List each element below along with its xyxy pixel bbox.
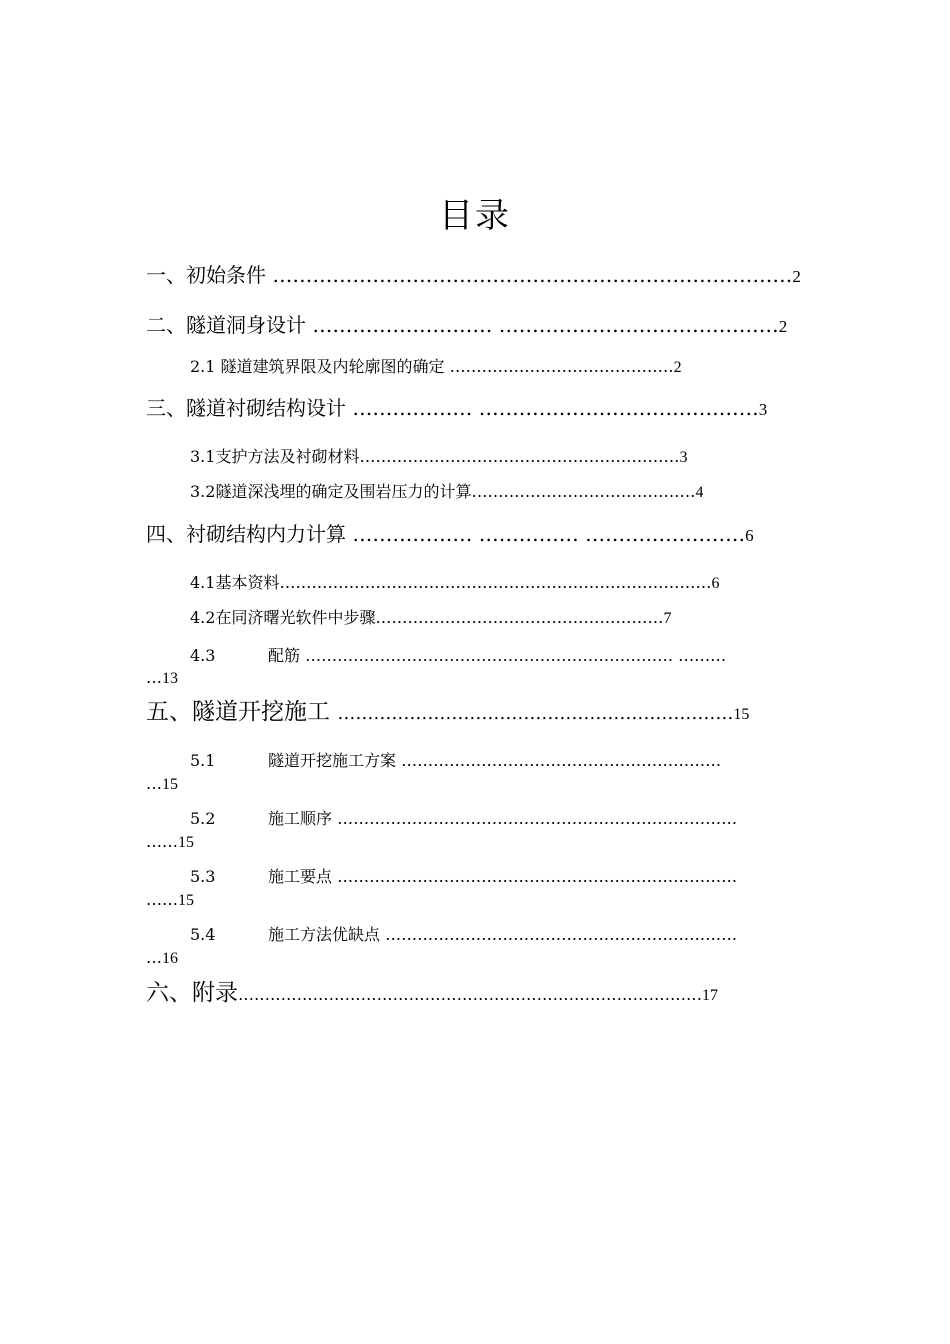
toc-entry-1[interactable] xyxy=(146,261,801,291)
toc-entry-3-2[interactable] xyxy=(190,481,703,504)
toc-entry-label: 2.1 隧道建筑界限及内轮廓图的确定 xyxy=(190,357,450,376)
toc-entry-number: 5.1 xyxy=(190,751,216,770)
toc-entry-label: 五、隧道开挖施工 xyxy=(146,699,338,725)
toc-leader-dots: …………………………………………………… xyxy=(401,751,722,770)
toc-entry-4-2[interactable] xyxy=(190,607,671,630)
toc-page-number: 6 xyxy=(711,575,720,592)
toc-entry-4-3-continuation xyxy=(146,668,178,689)
toc-leader-dots: …………………………………… xyxy=(471,482,696,501)
toc-leader-dots: …… xyxy=(146,890,178,909)
toc-page-number: 16 xyxy=(162,950,178,967)
toc-entry-5-2-continuation xyxy=(146,832,194,853)
toc-entry-label: 三、隧道衬砌结构设计 xyxy=(146,396,353,420)
toc-entry-4-1[interactable] xyxy=(190,572,719,595)
toc-entry-6[interactable] xyxy=(146,978,718,1011)
toc-leader-dots: … xyxy=(146,774,162,793)
toc-leader-dots: ……………………………………………… xyxy=(375,608,664,627)
page-title: 目录 xyxy=(439,196,511,236)
toc-page-number: 15 xyxy=(178,834,194,851)
toc-leader-dots: ……………… …………………………………… xyxy=(352,396,759,420)
toc-entry-label: 4.1基本资料 xyxy=(190,573,280,592)
toc-leader-dots: … xyxy=(146,948,162,967)
toc-entry-label: 施工方法优缺点 xyxy=(268,925,386,944)
toc-entry-number: 5.4 xyxy=(190,925,216,944)
toc-page-number: 13 xyxy=(162,670,178,687)
toc-entry-3-1[interactable] xyxy=(190,446,687,469)
toc-page-number: 2 xyxy=(673,359,682,376)
toc-entry-5-2[interactable] xyxy=(190,808,810,830)
toc-entry-number: 5.3 xyxy=(190,867,216,886)
toc-leader-dots: …………………………………………………………… ……… xyxy=(305,646,727,665)
toc-entry-2[interactable] xyxy=(146,311,787,341)
toc-entry-4-3[interactable] xyxy=(190,645,810,667)
toc-page-number: 2 xyxy=(792,267,801,286)
toc-page-number: 4 xyxy=(695,484,704,501)
toc-entry-label: 一、初始条件 xyxy=(146,263,273,287)
toc-page-number: 2 xyxy=(778,317,788,336)
toc-entry-label: 隧道开挖施工方案 xyxy=(268,751,402,770)
toc-entry-label: 3.2隧道深浅埋的确定及围岩压力的计算 xyxy=(190,482,472,501)
toc-entry-5-4-continuation xyxy=(146,948,178,969)
toc-entry-label: 配筋 xyxy=(268,646,306,665)
toc-entry-5-1-continuation xyxy=(146,774,178,795)
toc-entry-label: 施工要点 xyxy=(268,867,338,886)
toc-entry-label: 四、衬砌结构内力计算 xyxy=(146,522,353,546)
toc-leader-dots: …… xyxy=(146,832,178,851)
toc-leader-dots: ……………… …………… …………………… xyxy=(352,522,746,546)
toc-leader-dots: …………………………………………………………………… xyxy=(272,263,793,287)
toc-leader-dots: ……………………… …………………………………… xyxy=(312,313,779,337)
toc-entry-3[interactable] xyxy=(146,394,767,424)
toc-page-number: 15 xyxy=(178,892,194,909)
toc-page-number: 3 xyxy=(679,449,688,466)
toc-entry-label: 施工顺序 xyxy=(268,809,338,828)
toc-leader-dots: ………………………………………………………… xyxy=(385,925,738,944)
toc-entry-number: 5.2 xyxy=(190,809,216,828)
toc-leader-dots: ………………………………………………………… xyxy=(337,703,734,724)
toc-leader-dots: …………………………………… xyxy=(449,357,674,376)
toc-entry-5-3[interactable] xyxy=(190,866,810,888)
toc-page-number: 15 xyxy=(162,776,178,793)
toc-entry-5-1[interactable] xyxy=(190,750,810,772)
toc-entry-label: 4.2在同济曙光软件中步骤 xyxy=(190,608,376,627)
toc-page-number: 6 xyxy=(745,526,754,545)
toc-leader-dots: ………………………………………………………………… xyxy=(337,809,738,828)
toc-leader-dots: …………………………………………………………………………… xyxy=(238,985,702,1004)
toc-entry-label: 六、附录 xyxy=(146,980,238,1006)
toc-leader-dots: … xyxy=(146,668,162,687)
toc-entry-5-4[interactable] xyxy=(190,924,810,946)
toc-entry-5[interactable] xyxy=(146,697,749,730)
toc-entry-label: 二、隧道洞身设计 xyxy=(146,313,313,337)
toc-page-number: 17 xyxy=(702,987,718,1004)
toc-entry-4[interactable] xyxy=(146,520,754,550)
toc-entry-2-1[interactable] xyxy=(190,356,682,379)
toc-leader-dots: ………………………………………………………………… xyxy=(337,867,738,886)
toc-leader-dots: …………………………………………………… xyxy=(359,447,680,466)
toc-page-number: 7 xyxy=(663,610,672,627)
toc-page-number: 3 xyxy=(758,400,768,419)
toc-entry-number: 4.3 xyxy=(190,646,216,665)
toc-entry-5-3-continuation xyxy=(146,890,194,911)
toc-entry-label: 3.1支护方法及衬砌材料 xyxy=(190,447,360,466)
toc-leader-dots: ……………………………………………………………………… xyxy=(279,573,712,592)
toc-page-number: 15 xyxy=(733,706,750,723)
